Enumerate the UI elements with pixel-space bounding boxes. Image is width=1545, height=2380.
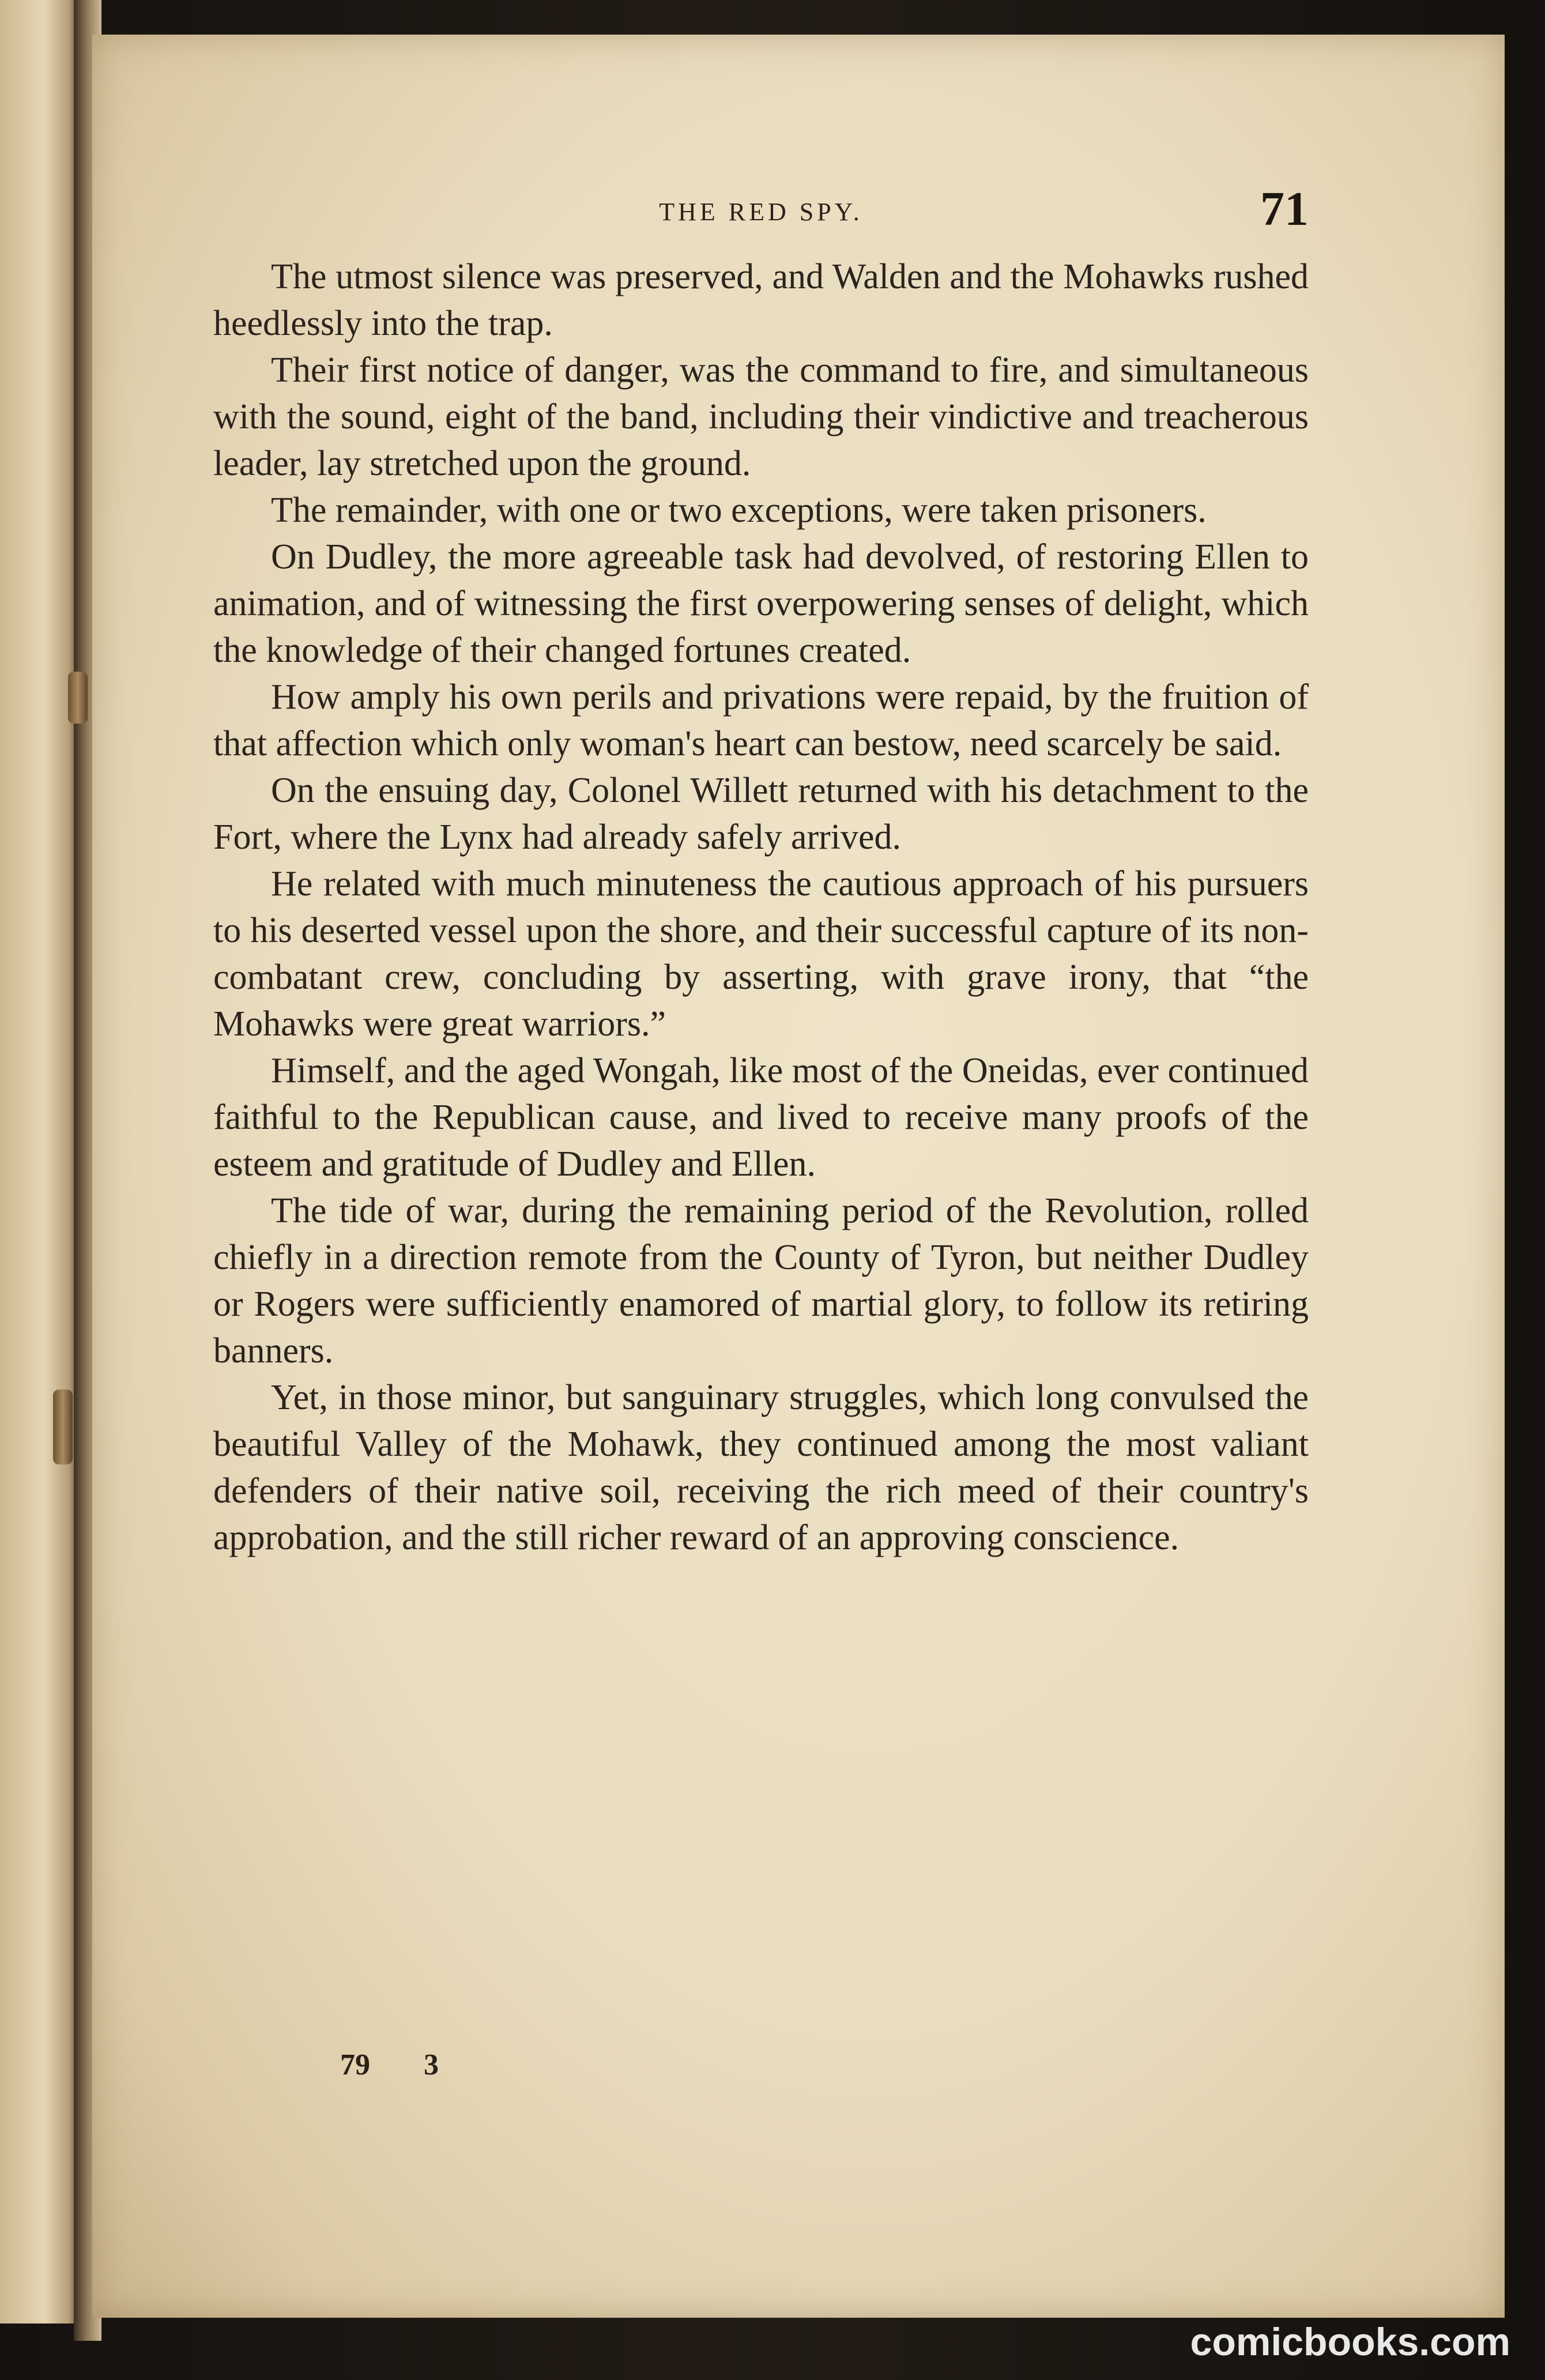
- watermark-text: comicbooks.com: [1190, 2320, 1510, 2364]
- paragraph: Their first notice of danger, was the command to fire, and simultaneous with the sound, eight of the band, including their vindictive and treacherous leader, lay stretched upon the ground.: [213, 351, 1309, 483]
- facing-page-edge: [0, 0, 81, 2323]
- binding-staple-top: [68, 672, 88, 724]
- paragraph: Himself, and the aged Wongah, like most of the Oneidas, ever continued faithful to the Republican cause, and lived to receive many proofs of the esteem and gratitude of Dudley and Ellen.: [213, 1051, 1309, 1184]
- printer-signature: 79 3: [340, 2048, 439, 2081]
- paragraph: The remainder, with one or two exceptions, were taken prisoners.: [271, 491, 1207, 530]
- paragraph: He related with much minuteness the cautious approach of his pursuers to his deserted vessel upon the shore, and their successful capture of its non-combatant crew, concluding by asserting, with grave irony, that “the Mohawks were great warriors.”: [213, 864, 1309, 1044]
- paragraph: On Dudley, the more agreeable task had devolved, of restoring Ellen to animation, and of witnessing the first overpowering senses of delight, which the knowledge of their changed fortunes created.: [213, 537, 1309, 670]
- paragraph: On the ensuing day, Colonel Willett returned with his detachment to the Fort, where the Lynx had already safely arrived.: [213, 771, 1309, 857]
- body-text: [213, 254, 1309, 1561]
- paragraph: The tide of war, during the remaining period of the Revolution, rolled chiefly in a direction remote from the County of Tyron, but neither Dudley or Rogers were sufficiently enamored of martial glory, to follow its retiring banners.: [213, 1191, 1309, 1370]
- running-head: THE RED SPY.: [659, 198, 863, 226]
- paragraph: How amply his own perils and privations were repaid, by the fruition of that affection which only woman's heart can bestow, need scarcely be said.: [213, 677, 1309, 763]
- binding-staple-bottom: [53, 1389, 73, 1464]
- page-header: [213, 167, 1309, 254]
- paragraph: The utmost silence was preserved, and Walden and the Mohawks rushed heedlessly into the trap.: [213, 257, 1309, 343]
- page-number: 71: [1260, 182, 1309, 236]
- paragraph: Yet, in those minor, but sanguinary struggles, which long convulsed the beautiful Valley of the Mohawk, they continued among the most valiant defenders of their native soil, receiving the rich meed of their country's approbation, and the still richer reward of an approving conscience.: [213, 1378, 1309, 1557]
